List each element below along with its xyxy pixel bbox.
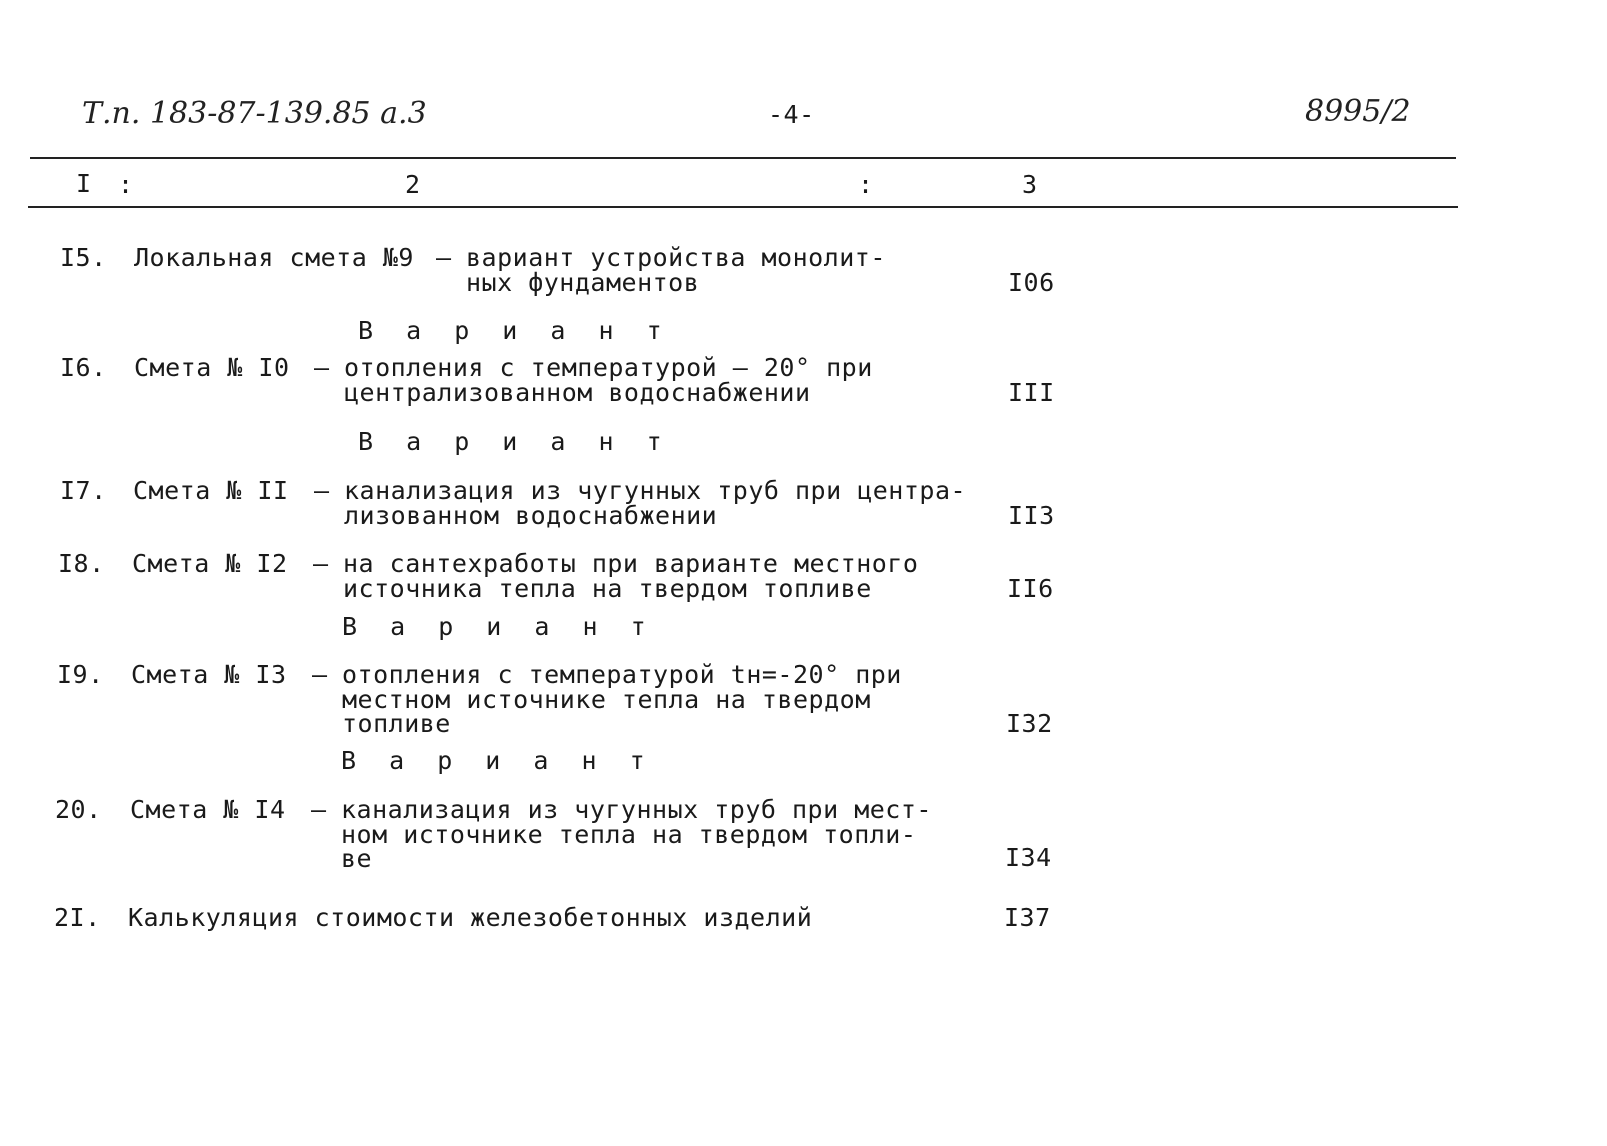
entry-description-line: отопления с температурой – 20° при <box>344 353 873 382</box>
header-bottom-rule <box>28 206 1458 208</box>
entry-label: Локальная смета №9 <box>134 243 414 272</box>
entry-page: II6 <box>1007 574 1054 603</box>
entry-description-line: топливе <box>342 709 451 738</box>
document-code: Т.п. 183-87-139.85 а.3 <box>82 96 427 131</box>
entry-description-line: ном источнике тепла на твердом топли- <box>341 820 917 849</box>
entry-label: Смета № I3 <box>131 660 287 689</box>
column-separator-2: : <box>858 170 874 199</box>
entry-number: I5. <box>60 243 107 272</box>
entry-description-line: канализация из чугунных труб при центра- <box>344 476 967 505</box>
entry-description-line: на сантехработы при варианте местного <box>343 549 919 578</box>
column-header-3: 3 <box>1022 170 1038 199</box>
entry-page: I06 <box>1008 268 1055 297</box>
entry-label: Калькуляция стоимости железобетонных изделий <box>128 903 813 932</box>
entry-description-line: ных фундаментов <box>466 268 700 297</box>
entry-page: I32 <box>1006 709 1053 738</box>
entry-page: I34 <box>1005 843 1052 872</box>
inventory-number: 8995/2 <box>1305 94 1411 129</box>
entry-label: Смета № I4 <box>130 795 286 824</box>
entry-dash: – <box>313 549 329 578</box>
variant-heading: В а р и а н т <box>358 427 671 456</box>
entry-description-line: источника тепла на твердом топливе <box>343 574 872 603</box>
entry-number: I7. <box>60 476 107 505</box>
column-separator-1: : <box>118 170 134 199</box>
entry-dash: – <box>311 795 327 824</box>
header-top-rule <box>30 157 1456 159</box>
column-header-1: I <box>76 169 92 198</box>
entry-dash: – <box>312 660 328 689</box>
variant-heading: В а р и а н т <box>342 612 655 641</box>
entry-label: Смета № I0 <box>134 353 290 382</box>
entry-dash: – <box>314 353 330 382</box>
entry-dash: – <box>436 243 452 272</box>
entry-description-line: отопления с температурой tн=-20° при <box>342 660 902 689</box>
entry-number: I8. <box>58 549 105 578</box>
entry-number: 20. <box>55 795 102 824</box>
entry-page: II3 <box>1008 501 1055 530</box>
entry-description-line: централизованном водоснабжении <box>344 378 811 407</box>
page-number: -4- <box>768 100 815 129</box>
entry-description-line: канализация из чугунных труб при мест- <box>341 795 932 824</box>
entry-page: III <box>1008 378 1055 407</box>
entry-number: I6. <box>60 353 107 382</box>
entry-description-line: вариант устройства монолит- <box>466 243 886 272</box>
entry-number: 2I. <box>54 903 101 932</box>
entry-dash: – <box>314 476 330 505</box>
entry-description-line: местном источнике тепла на твердом <box>342 685 871 714</box>
variant-heading: В а р и а н т <box>341 746 654 775</box>
column-header-2: 2 <box>405 170 421 199</box>
entry-description-line: ве <box>341 844 373 873</box>
entry-label: Смета № II <box>133 476 289 505</box>
entry-page: I37 <box>1004 903 1051 932</box>
variant-heading: В а р и а н т <box>358 316 671 345</box>
entry-description-line: лизованном водоснабжении <box>344 501 718 530</box>
entry-number: I9. <box>57 660 104 689</box>
entry-label: Смета № I2 <box>132 549 288 578</box>
